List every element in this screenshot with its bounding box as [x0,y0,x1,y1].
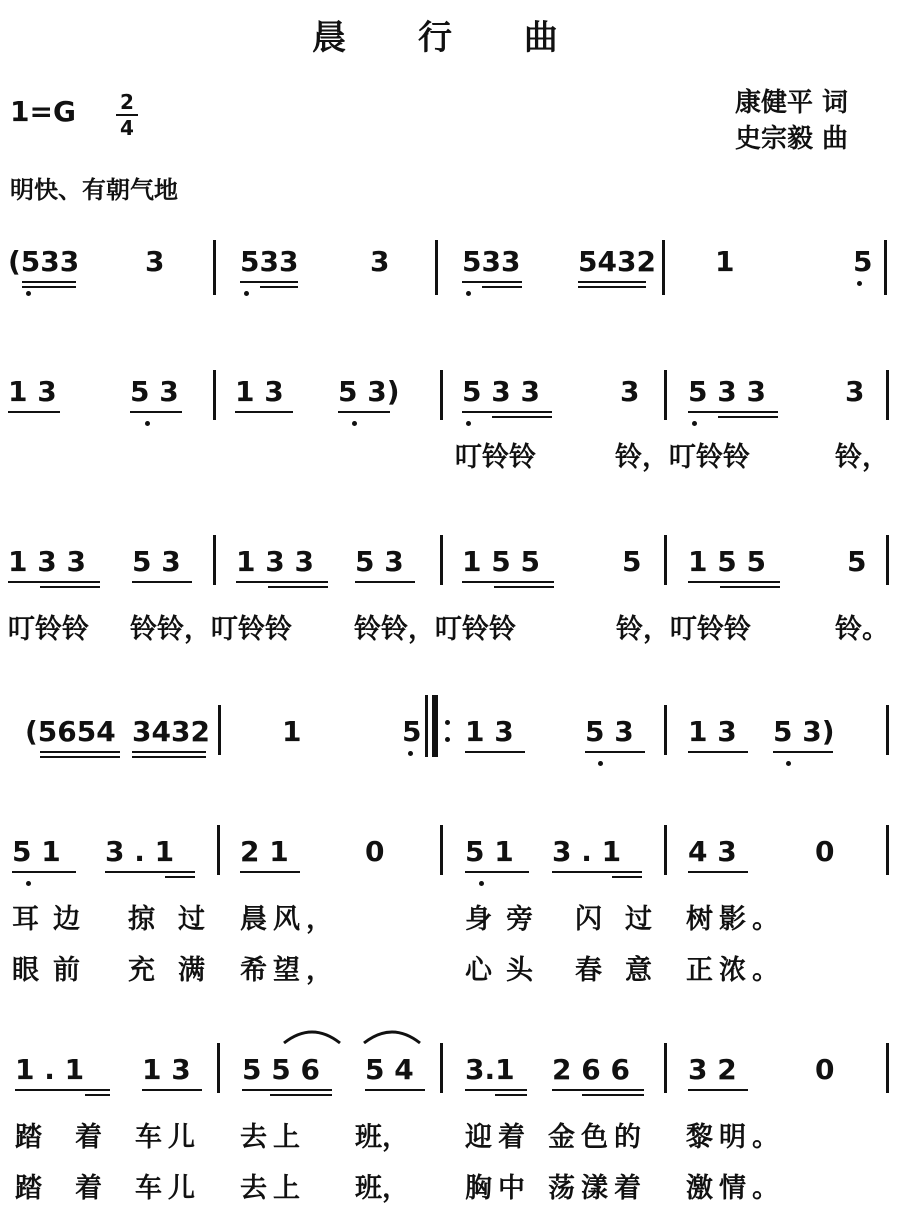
lyric: 晨风， [240,904,339,935]
time-signature-top: 2 [120,90,134,114]
lyric: 班， [355,1173,409,1204]
low-octave-dot [408,751,413,756]
lyricist-credit: 康健平 词 [735,88,849,118]
underline [268,586,328,588]
low-octave-dot [786,761,791,766]
note-group: 4 3 [688,835,737,868]
lyric: 金色的 [548,1122,647,1153]
underline [688,751,748,753]
barline [884,240,887,295]
staff-row-4 [0,715,900,775]
note-group: 5 4 [365,1053,414,1086]
lyric: 春 [575,955,602,986]
repeat-barline-thick [432,695,438,757]
staff-row-6 [0,1053,900,1204]
note-group: 5 3 [130,375,179,408]
underline [355,581,415,583]
note-group: 5 [622,545,642,578]
lyric: 过 [178,904,205,935]
lyric: 充 [128,955,155,986]
repeat-barline-thin [425,695,428,757]
time-signature [116,92,138,138]
note-group: 5 3 [585,715,634,748]
underline [132,581,192,583]
note-group: 5 3 3 [462,375,540,408]
key-signature: 1=G [10,95,76,128]
lyric: 车儿 [135,1122,201,1153]
staff-row-1 [0,245,900,305]
underline [235,411,293,413]
note-group: 1 3 [688,715,737,748]
note-group: 1 3 [235,375,284,408]
barline [886,705,889,755]
note-group: 5 3) [338,375,400,408]
low-octave-dot [466,421,471,426]
repeat-dot [445,737,450,742]
underline [462,581,554,583]
barline [440,825,443,875]
note-group: 533 [240,245,299,278]
underline [462,411,552,413]
underline [22,281,76,283]
underline [720,586,780,588]
note-group: 1 3 [8,375,57,408]
lyric: 去上 [240,1122,306,1153]
note-group: 5 [847,545,867,578]
underline [582,1094,644,1096]
lyric: 叮铃铃 [455,442,536,473]
note-group: 2 6 6 [552,1053,630,1086]
lyric: 车儿 [135,1173,201,1204]
lyric: 铃， [835,442,889,473]
lyric: 铃铃，叮铃铃 [130,614,292,645]
note-group: 5 1 [12,835,61,868]
lyric: 闪 [575,904,602,935]
underline [465,751,525,753]
underline [236,581,328,583]
underline [578,286,646,288]
slur [282,1025,342,1045]
note-group: 3 [845,375,865,408]
lyric: 心头 [465,955,547,986]
lyric: 去上 [240,1173,306,1204]
note-group: 0 [815,835,835,868]
low-octave-dot [479,881,484,886]
lyric: 着 [75,1122,102,1153]
low-octave-dot [145,421,150,426]
underline [8,581,100,583]
underline [688,871,748,873]
barline [218,705,221,755]
lyric: 树影。 [686,904,785,935]
underline [40,756,120,758]
barline [440,1043,443,1093]
note-group: 5 5 6 [242,1053,320,1086]
note-group: 3 . 1 [552,835,622,868]
note-group: 5 [853,245,873,278]
note-group: 0 [365,835,385,868]
note-group: 3 2 [688,1053,737,1086]
lyric: 耳边 [12,904,94,935]
barline [213,370,216,420]
underline [15,1089,110,1091]
underline [688,1089,748,1091]
song-title: 晨 行 曲 [312,18,588,58]
staff-row-3 [0,545,900,645]
underline [8,411,60,413]
composer-credit: 史宗毅 曲 [735,124,849,154]
underline [85,1094,110,1096]
lyric: 掠 [128,904,155,935]
underline [240,871,300,873]
barline [664,825,667,875]
barline [664,370,667,420]
low-octave-dot [598,761,603,766]
underline [688,411,778,413]
note-group: 0 [815,1053,835,1086]
note-group: 5 3) [773,715,835,748]
barline [664,535,667,585]
note-group: 533 [462,245,521,278]
barline [217,825,220,875]
note-group: 1 3 3 [8,545,86,578]
lyric: 踏 [15,1173,42,1204]
note-group: 2 1 [240,835,289,868]
low-octave-dot [26,881,31,886]
barline [886,1043,889,1093]
underline [492,416,552,418]
barline [664,705,667,755]
barline [440,535,443,585]
barline [886,370,889,420]
underline [578,281,646,283]
underline [105,871,195,873]
note-group: (5654 [25,715,116,748]
note-group: 1 3 3 [236,545,314,578]
time-signature-bottom: 4 [120,116,134,140]
underline [260,286,298,288]
lyric: 班， [355,1122,409,1153]
lyric: 意 [625,955,652,986]
lyric: 叮铃铃 [8,614,89,645]
repeat-dot [445,720,450,725]
note-group: 1 3 [465,715,514,748]
underline [773,751,833,753]
lyric: 过 [625,904,652,935]
barline [213,535,216,585]
underline [12,871,76,873]
lyric: 正浓。 [686,955,785,986]
note-group: 1 5 5 [462,545,540,578]
barline [886,825,889,875]
underline [22,286,76,288]
staff-row-5 [0,835,900,986]
underline [494,586,554,588]
barline [435,240,438,295]
low-octave-dot [466,291,471,296]
underline [132,756,206,758]
note-group: (533 [8,245,80,278]
barline [662,240,665,295]
underline [462,281,522,283]
lyric: 迎着 [465,1122,531,1153]
lyric: 荡漾着 [548,1173,647,1204]
underline [338,411,390,413]
underline [585,751,645,753]
barline [886,535,889,585]
note-group: 5 3 3 [688,375,766,408]
note-group: 1 [715,245,735,278]
note-group: 5432 [578,245,656,278]
underline [465,1089,527,1091]
lyric: 着 [75,1173,102,1204]
note-group: 1 [282,715,302,748]
lyric: 满 [178,955,205,986]
barline [664,1043,667,1093]
underline [270,1094,332,1096]
lyric: 身旁 [465,904,547,935]
slur [362,1025,422,1045]
note-group: 5 [402,715,422,748]
underline [495,1094,527,1096]
underline [718,416,778,418]
lyric: 希望， [240,955,339,986]
underline [40,586,100,588]
note-group: 3432 [132,715,210,748]
lyric: 激情。 [686,1173,785,1204]
lyric: 铃。 [835,614,889,645]
lyric: 胸中 [465,1173,531,1204]
low-octave-dot [244,291,249,296]
lyric: 踏 [15,1122,42,1153]
lyric: 铃，叮铃铃 [616,614,751,645]
note-group: 1 3 [142,1053,191,1086]
underline [240,281,298,283]
note-group: 5 3 [132,545,181,578]
underline [552,871,642,873]
lyric: 铃，叮铃铃 [615,442,750,473]
underline [612,876,642,878]
underline [142,1089,202,1091]
underline [242,1089,332,1091]
low-octave-dot [352,421,357,426]
barline [213,240,216,295]
note-group: 3 [145,245,165,278]
underline [130,411,182,413]
note-group: 1 . 1 [15,1053,85,1086]
underline [552,1089,644,1091]
lyric: 眼前 [12,955,94,986]
underline [165,876,195,878]
underline [465,871,529,873]
underline [688,581,780,583]
tempo-marking: 明快、有朝气地 [10,176,178,204]
staff-row-2 [0,375,900,473]
underline [365,1089,425,1091]
note-group: 3 [620,375,640,408]
low-octave-dot [26,291,31,296]
barline [440,370,443,420]
low-octave-dot [857,281,862,286]
note-group: 3 . 1 [105,835,175,868]
note-group: 5 1 [465,835,514,868]
note-group: 3.1 [465,1053,515,1086]
note-group: 1 5 5 [688,545,766,578]
note-group: 3 [370,245,390,278]
barline [217,1043,220,1093]
lyric: 黎明。 [686,1122,785,1153]
underline [40,751,120,753]
underline [482,286,522,288]
low-octave-dot [692,421,697,426]
underline [132,751,206,753]
note-group: 5 3 [355,545,404,578]
lyric: 铃铃，叮铃铃 [354,614,516,645]
